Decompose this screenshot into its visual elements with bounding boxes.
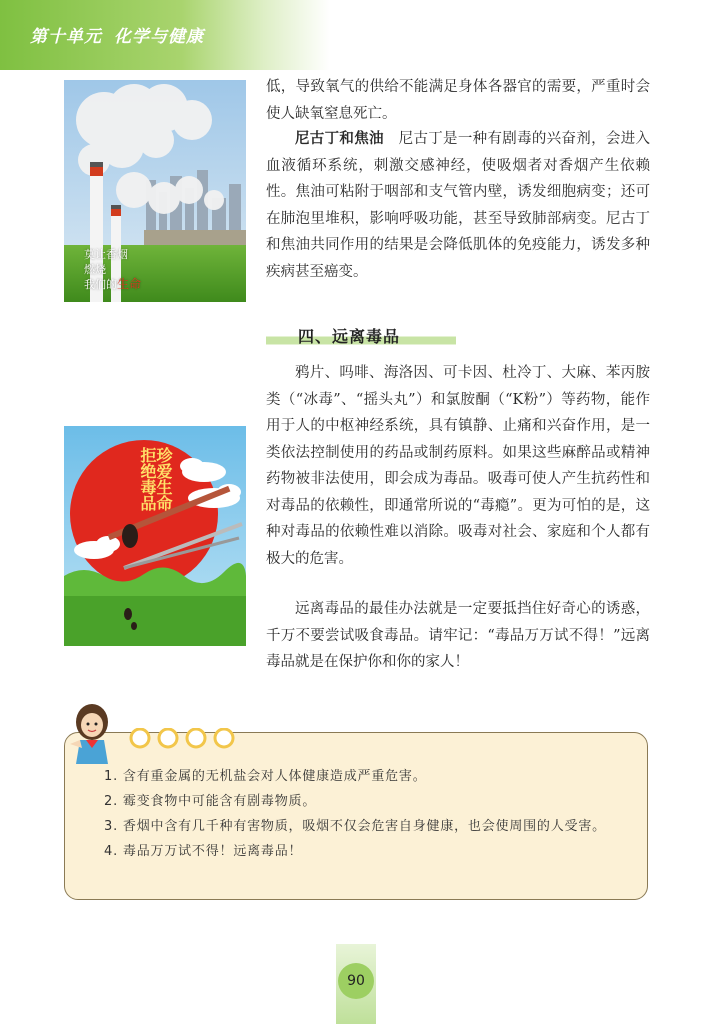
caption-line: 燃烧 xyxy=(84,263,106,276)
girl-mascot-icon xyxy=(62,700,120,764)
caption-red: 生命 xyxy=(117,277,142,291)
summary-item: 1. 含有重金属的无机盐会对人体健康造成严重危害。 xyxy=(104,769,427,784)
page-header xyxy=(0,0,330,70)
section-heading xyxy=(266,320,456,350)
paragraph-2-bold-term: 尼古丁和焦油 xyxy=(295,131,384,147)
caption-line: 拒绝毒品 xyxy=(138,447,157,511)
summary-list xyxy=(76,764,638,864)
unit-title: 化学与健康 xyxy=(114,27,204,47)
caption-line: 珍爱生命 xyxy=(154,447,173,511)
summary-item: 4. 毒品万万试不得！远离毒品！ xyxy=(104,844,303,859)
paragraph-4: 远离毒品的最佳办法就是一定要抵挡住好奇心的诱惑，千万不要尝试吸食毒品。请牢记：“毒品万万试不得！”远离毒品就是在保护你和你的家人！ xyxy=(266,601,650,670)
summary-item: 2. 霉变食物中可能含有剧毒物质。 xyxy=(104,794,317,809)
unit-label: 第十单元 xyxy=(30,27,102,47)
caption-line xyxy=(84,277,141,292)
section-heading-text: 四、远离毒品 xyxy=(298,327,401,346)
caption-line: 莫让香烟 xyxy=(84,248,128,261)
decorative-circles-icon xyxy=(128,728,240,750)
page-number: 90 xyxy=(338,963,374,999)
paragraph-1: 低，导致氧气的供给不能满足身体各器官的需要，严重时会使人缺氧窒息死亡。 xyxy=(266,79,650,122)
smoking-poster-caption xyxy=(84,247,141,292)
anti-drug-poster-caption xyxy=(131,447,171,511)
paragraph-2 xyxy=(266,126,650,285)
caption-last: 我们的 xyxy=(84,278,117,291)
paragraph-2-text: 尼古丁是一种有剧毒的兴奋剂，会进入血液循环系统，刺激交感神经，使吸烟者对香烟产生依赖性。焦油可粘附于咽部和支气管内壁，诱发细胞病变；还可在肺泡里堆积，影响呼吸功能，甚至导致肺部病变。尼古丁和焦油共同作用的结果是会降低肌体的免疫能力，诱发多种疾病甚至癌变。 xyxy=(266,131,651,280)
summary-item: 3. 香烟中含有几千种有害物质，吸烟不仅会危害自身健康，也会使周围的人受害。 xyxy=(104,819,606,834)
paragraph-3: 鸦片、吗啡、海洛因、可卡因、杜冷丁、大麻、苯丙胺类（“冰毒”、“摇头丸”）和氯胺酮（“K粉”）等药物，能作用于人的中枢神经系统，具有镇静、止痛和兴奋作用，是一类依法控制使用的药品或制药原料。如果这些麻醉品或精神药物被非法使用，即会成为毒品。吸毒可使人产生抗药性和对毒品的依赖性，即通常所说的“毒瘾”。更为可怕的是，这种对毒品的依赖性难以消除。吸毒对社会、家庭和个人都有极大的危害。 xyxy=(266,365,650,567)
header-title xyxy=(30,22,204,47)
